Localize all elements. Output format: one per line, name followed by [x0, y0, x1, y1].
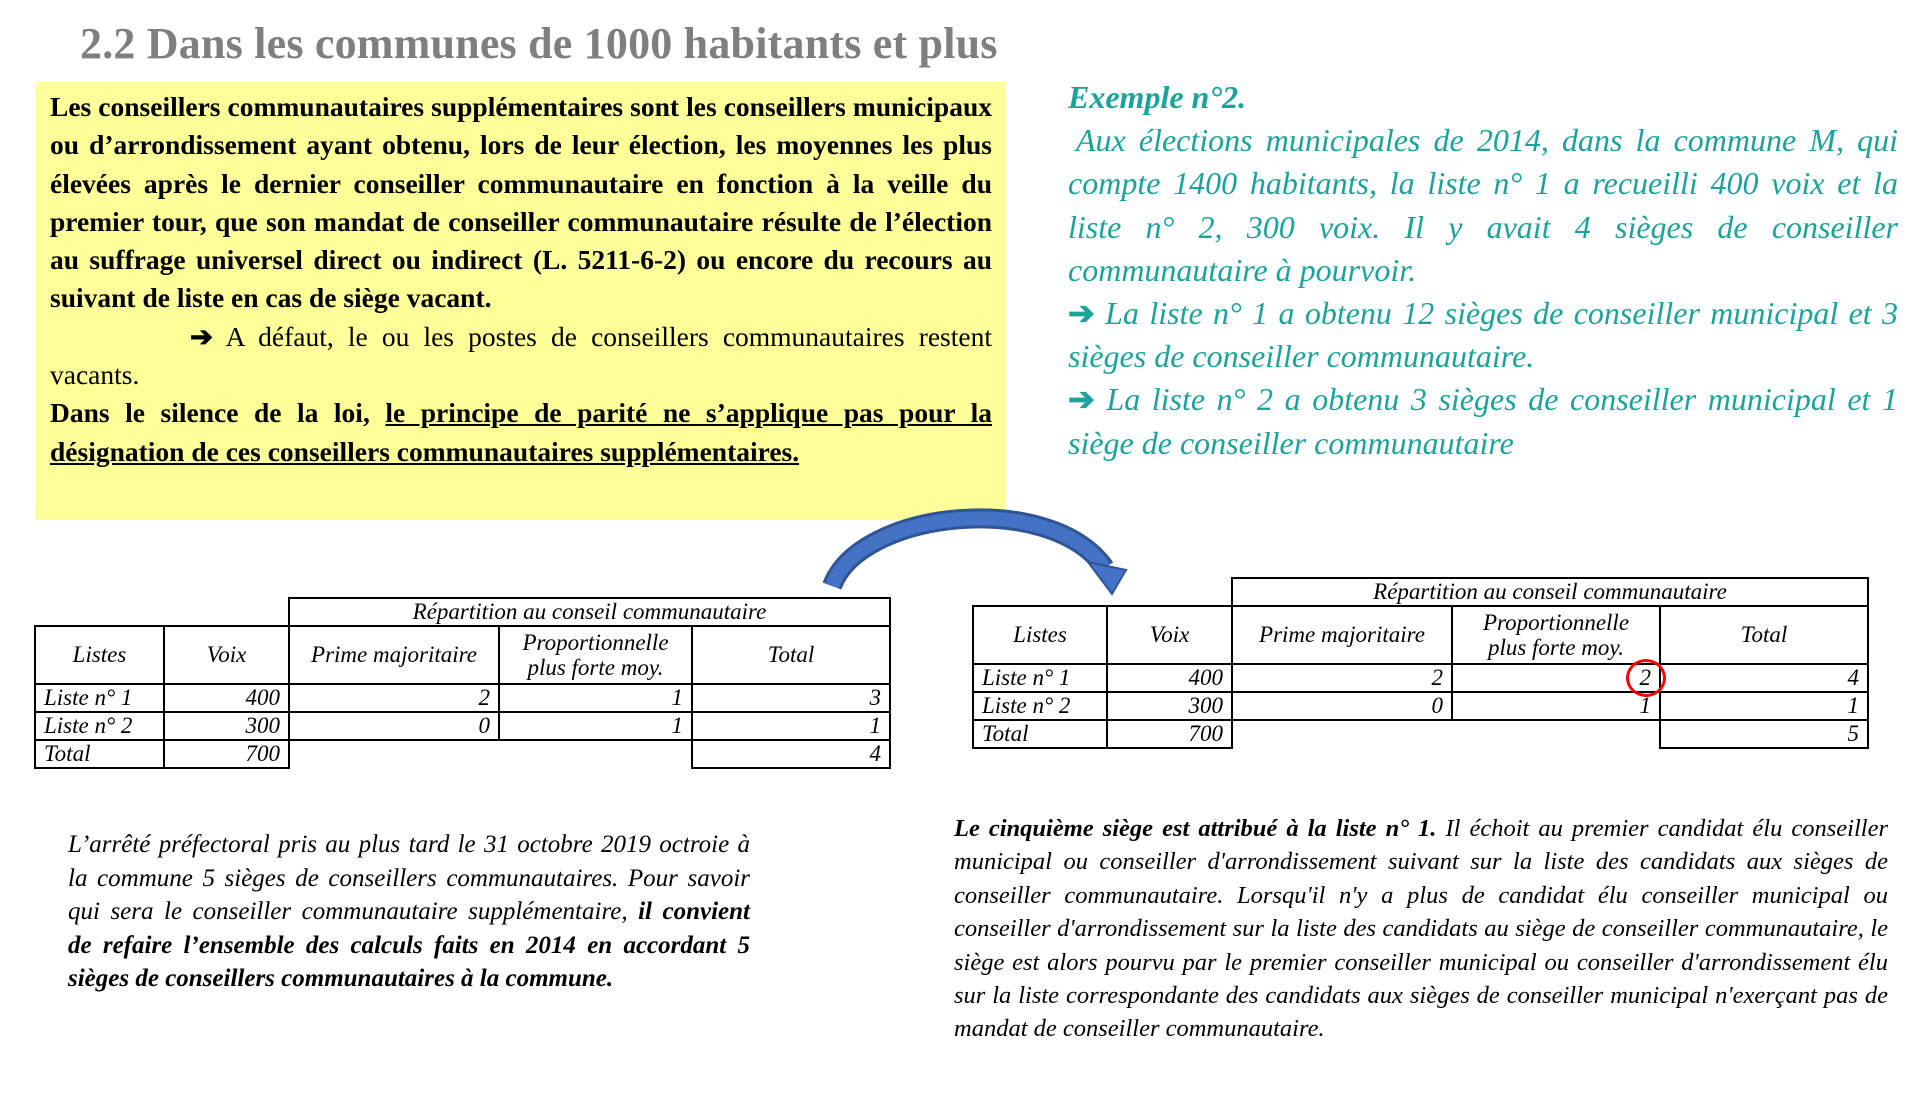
cell: 1: [1660, 692, 1868, 720]
cell: 4: [692, 740, 890, 768]
column-header: Proportionnelle plus forte moy.: [499, 626, 692, 684]
highlight-circle: [1626, 659, 1666, 697]
cell: Liste n° 1: [35, 684, 164, 712]
table-row: [35, 684, 890, 712]
example-title: Exemple n°2.: [1068, 79, 1247, 115]
column-header: Total: [692, 626, 890, 684]
table-total-row: [973, 720, 1868, 748]
default-paragraph: [50, 318, 992, 395]
cell: Liste n° 2: [35, 712, 164, 740]
parity-lead: Dans le silence de la loi,: [50, 397, 370, 429]
table-row: [35, 712, 890, 740]
cell: Liste n° 1: [973, 664, 1107, 692]
table-row: [973, 692, 1868, 720]
cell: 1: [499, 684, 692, 712]
column-header: Proportionnelle plus forte moy.: [1452, 606, 1660, 664]
cell: 1: [499, 712, 692, 740]
column-header: Listes: [35, 626, 164, 684]
cell: 1: [692, 712, 890, 740]
default-text: A défaut, le ou les postes de conseillers communautaires restent vacants.: [50, 320, 992, 391]
cell: 2: [289, 684, 499, 712]
parity-paragraph: [50, 394, 992, 471]
cell: 700: [164, 740, 289, 768]
note-right-text: Il échoit au premier candidat élu conseiller municipal ou conseiller d'arrondissement suivant sur la liste des candidats aux sièges de conseiller communautaire. Lorsqu'il n'y a plus de candidat élu conseiller municipal ou conseiller d'arrondissement sur la liste des candidats au siège de conseiller communautaire, le siège est alors pourvu par le premier conseiller municipal ou conseiller d'arrondissement élu sur la liste correspondante des candidats aux sièges de conseiller municipal n'exerçant pas de mandat de conseiller communautaire.: [954, 815, 1888, 1043]
cell: 400: [164, 684, 289, 712]
example-result-2-text: La liste n° 2 a obtenu 3 sièges de conseiller municipal et 1 siège de conseiller communautaire: [1068, 381, 1899, 461]
cell: 0: [1232, 692, 1452, 720]
cell: 3: [692, 684, 890, 712]
table-group-header: Répartition au conseil communautaire: [1232, 578, 1868, 606]
highlight-box-text: [50, 88, 992, 471]
arrow-right-icon: ➔: [190, 320, 214, 352]
column-header: Prime majoritaire: [289, 626, 499, 684]
arrow-right-icon: ➔: [1068, 381, 1095, 418]
note-right-bold: Le cinquième siège est attribué à la liste n° 1.: [954, 815, 1437, 842]
seat-table-2014: [34, 597, 891, 769]
cell: Total: [35, 740, 164, 768]
cell: Total: [973, 720, 1107, 748]
seat-table-2019: [972, 577, 1869, 749]
example-result-2: [1068, 378, 1898, 464]
parity-text: le principe de parité ne s’applique pas pour la désignation de ces conseillers communautaires supplémentaires.: [50, 397, 992, 467]
column-header: Listes: [973, 606, 1107, 664]
column-header: Voix: [164, 626, 289, 684]
example-result-1: [1068, 292, 1898, 378]
table-group-header: Répartition au conseil communautaire: [289, 598, 890, 626]
column-header: Prime majoritaire: [1232, 606, 1452, 664]
example-intro-text: Aux élections municipales de 2014, dans la commune M, qui compte 1400 habitants, la liste n° 1 a recueilli 400 voix et la liste n° 2, 300 voix. Il y avait 4 sièges de conseiller communautaire à pourvoir.: [1068, 122, 1898, 288]
cell: 0: [289, 712, 499, 740]
note-left-text: L’arrêté préfectoral pris au plus tard le 31 octobre 2019 octroie à la commune 5 sièges de conseillers communautaires. Pour savoir qui sera le conseiller communautaire supplémentaire,: [68, 831, 750, 925]
cell: 400: [1107, 664, 1232, 692]
note-right: [954, 812, 1888, 1046]
arrow-right-icon: ➔: [1068, 295, 1095, 332]
example-intro: [1068, 119, 1898, 292]
note-left-bold: il convient de refaire l’ensemble des calculs faits en 2014 en accordant 5 sièges de conseillers communautaires à la commune.: [68, 898, 750, 992]
cell: 300: [1107, 692, 1232, 720]
cell: 4: [1660, 664, 1868, 692]
page-title: 2.2 Dans les communes de 1000 habitants et plus: [80, 19, 998, 68]
cell: 300: [164, 712, 289, 740]
cell: 5: [1660, 720, 1868, 748]
note-left: [68, 828, 750, 996]
table-total-row: [35, 740, 890, 768]
example-block: [1068, 76, 1898, 465]
cell: Liste n° 2: [973, 692, 1107, 720]
example-result-1-text: La liste n° 1 a obtenu 12 sièges de conseiller municipal et 3 sièges de conseiller communautaire.: [1068, 295, 1899, 375]
highlighted-cell: 2: [1452, 664, 1660, 692]
column-header: Total: [1660, 606, 1868, 664]
cell: 2: [1232, 664, 1452, 692]
table-row: [973, 664, 1868, 692]
rule-paragraph: Les conseillers communautaires supplémentaires sont les conseillers municipaux ou d’arrondissement ayant obtenu, lors de leur élection, les moyennes les plus élevées après le dernier conseiller communautaire en fonction à la veille du premier tour, que son mandat de conseiller communautaire résulte de l’élection au suffrage universel direct ou indirect (L. 5211-6-2) ou encore du recours au suivant de liste en cas de siège vacant.: [50, 91, 992, 314]
cell: 700: [1107, 720, 1232, 748]
cell: 1: [1452, 692, 1660, 720]
column-header: Voix: [1107, 606, 1232, 664]
